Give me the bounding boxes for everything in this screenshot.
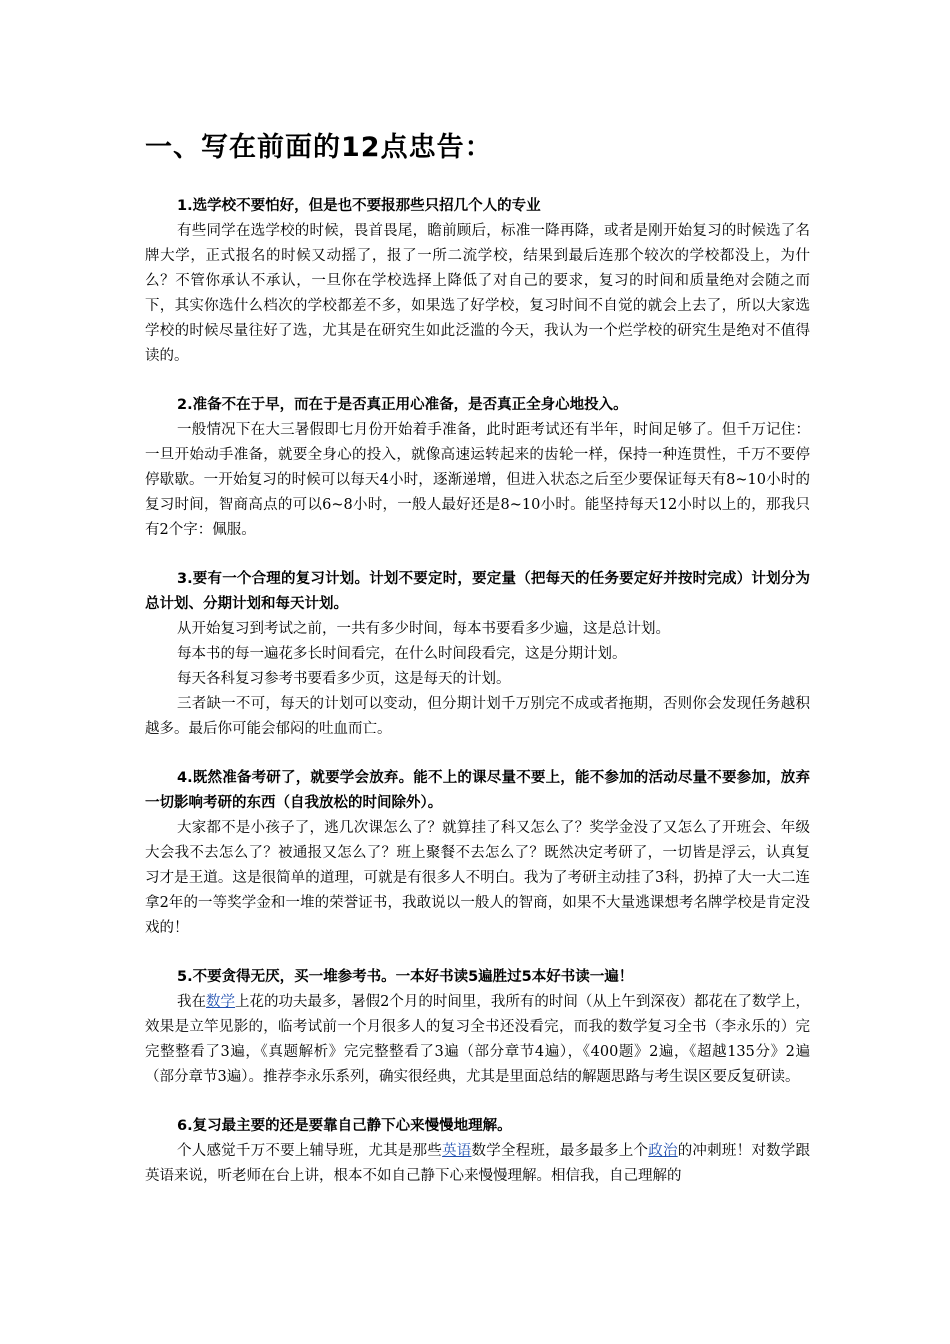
math-link[interactable]: 数学 (206, 994, 236, 1010)
section-paragraph: 三者缺一不可，每天的计划可以变动，但分期计划千万别完不成或者拖期，否则你会发现任务越积越多。最后你可能会郁闷的吐血而亡。 (145, 696, 810, 737)
section-heading: 1.选学校不要怕好，但是也不要报那些只招几个人的专业 (177, 198, 541, 214)
english-link[interactable]: 英语 (442, 1143, 472, 1159)
section-4 (145, 766, 810, 941)
section-paragraph: 每本书的每一遍花多长时间看完，在什么时间段看完，这是分期计划。 (177, 646, 627, 662)
section-heading: 5.不要贪得无厌，买一堆参考书。一本好书读5遍胜过5本好书读一遍！ (177, 969, 634, 985)
section-paragraph: 大家都不是小孩子了，逃几次课怎么了？就算挂了科又怎么了？奖学金没了又怎么了开班会、年级大会我不去怎么了？被通报又怎么了？班上聚餐不去怎么了？既然决定考研了，一切皆是浮云，认真复习才是王道。这是很简单的道理，可就是有很多人不明白。我为了考研主动挂了3科，扔掉了大一大二连拿2年的一等奖学金和一堆的荣誉证书，我敢说以一般人的智商，如果不大量逃课想考名牌学校是肯定没戏的！ (145, 820, 810, 936)
section-paragraph: 从开始复习到考试之前，一共有多少时间，每本书要看多少遍，这是总计划。 (177, 621, 670, 637)
section-paragraph: 每天各科复习参考书要看多少页，这是每天的计划。 (177, 671, 511, 687)
section-3 (145, 567, 810, 742)
section-paragraph (145, 1139, 810, 1189)
section-1 (145, 194, 810, 369)
section-paragraph (145, 990, 810, 1090)
section-paragraph: 有些同学在选学校的时候，畏首畏尾，瞻前顾后，标准一降再降，或者是刚开始复习的时候选了名牌大学，正式报名的时候又动摇了，报了一所二流学校，结果到最后连那个较次的学校都没上，为什么？不管你承认不承认，一旦你在学校选择上降低了对自己的要求，复习的时间和质量绝对会随之而下，其实你选什么档次的学校都差不多，如果选了好学校，复习时间不自觉的就会上去了，所以大家选学校的时候尽量往好了选，尤其是在研究生如此泛滥的今天，我认为一个烂学校的研究生是绝对不值得读的。 (145, 223, 810, 364)
paragraph-text: 上花的功夫最多，暑假2个月的时间里，我所有的时间（从上午到深夜）都花在了数学上，效果是立竿见影的，临考试前一个月很多人的复习全书还没看完，而我的数学复习全书（李永乐的）完完整整看了3遍，《真题解析》完完整整看了3遍（部分章节4遍），《400题》2遍，《超越135分》2遍（部分章节3遍）。推荐李永乐系列，确实很经典，尤其是里面总结的解题思路与考生误区要反复研读。 (145, 994, 810, 1085)
section-5 (145, 965, 810, 1090)
section-heading: 3.要有一个合理的复习计划。计划不要定时，要定量（把每天的任务要定好并按时完成）计划分为总计划、分期计划和每天计划。 (145, 571, 810, 612)
section-heading: 2.准备不在于早，而在于是否真正用心准备，是否真正全身心地投入。 (177, 397, 628, 413)
section-6 (145, 1114, 810, 1189)
paragraph-text: 个人感觉千万不要上辅导班，尤其是那些 (177, 1143, 443, 1159)
politics-link[interactable]: 政治 (648, 1143, 678, 1159)
document-page (145, 128, 810, 1213)
page-title: 一、写在前面的12点忠告： (145, 132, 493, 163)
section-heading: 6.复习最主要的还是要靠自己静下心来慢慢地理解。 (177, 1118, 512, 1134)
section-2 (145, 393, 810, 543)
paragraph-text: 的冲刺班！对数学跟英语来说，听老师在台上讲，根本不如自己静下心来慢慢理解。相信我，自己理解的 (145, 1143, 811, 1184)
section-heading: 4.既然准备考研了，就要学会放弃。能不上的课尽量不要上，能不参加的活动尽量不要参加，放弃一切影响考研的东西（自我放松的时间除外）。 (145, 770, 810, 811)
section-paragraph: 一般情况下在大三暑假即七月份开始着手准备，此时距考试还有半年，时间足够了。但千万记住：一旦开始动手准备，就要全身心的投入，就像高速运转起来的齿轮一样，保持一种连贯性，千万不要停停歇歇。一开始复习的时候可以每天4小时，逐渐递增，但进入状态之后至少要保证每天有8~10小时的复习时间，智商高点的可以6~8小时，一般人最好还是8~10小时。能坚持每天12小时以上的，那我只有2个字：佩服。 (145, 422, 810, 538)
paragraph-text: 我在 (177, 994, 207, 1010)
paragraph-text: 数学全程班，最多最多上个 (471, 1143, 649, 1159)
